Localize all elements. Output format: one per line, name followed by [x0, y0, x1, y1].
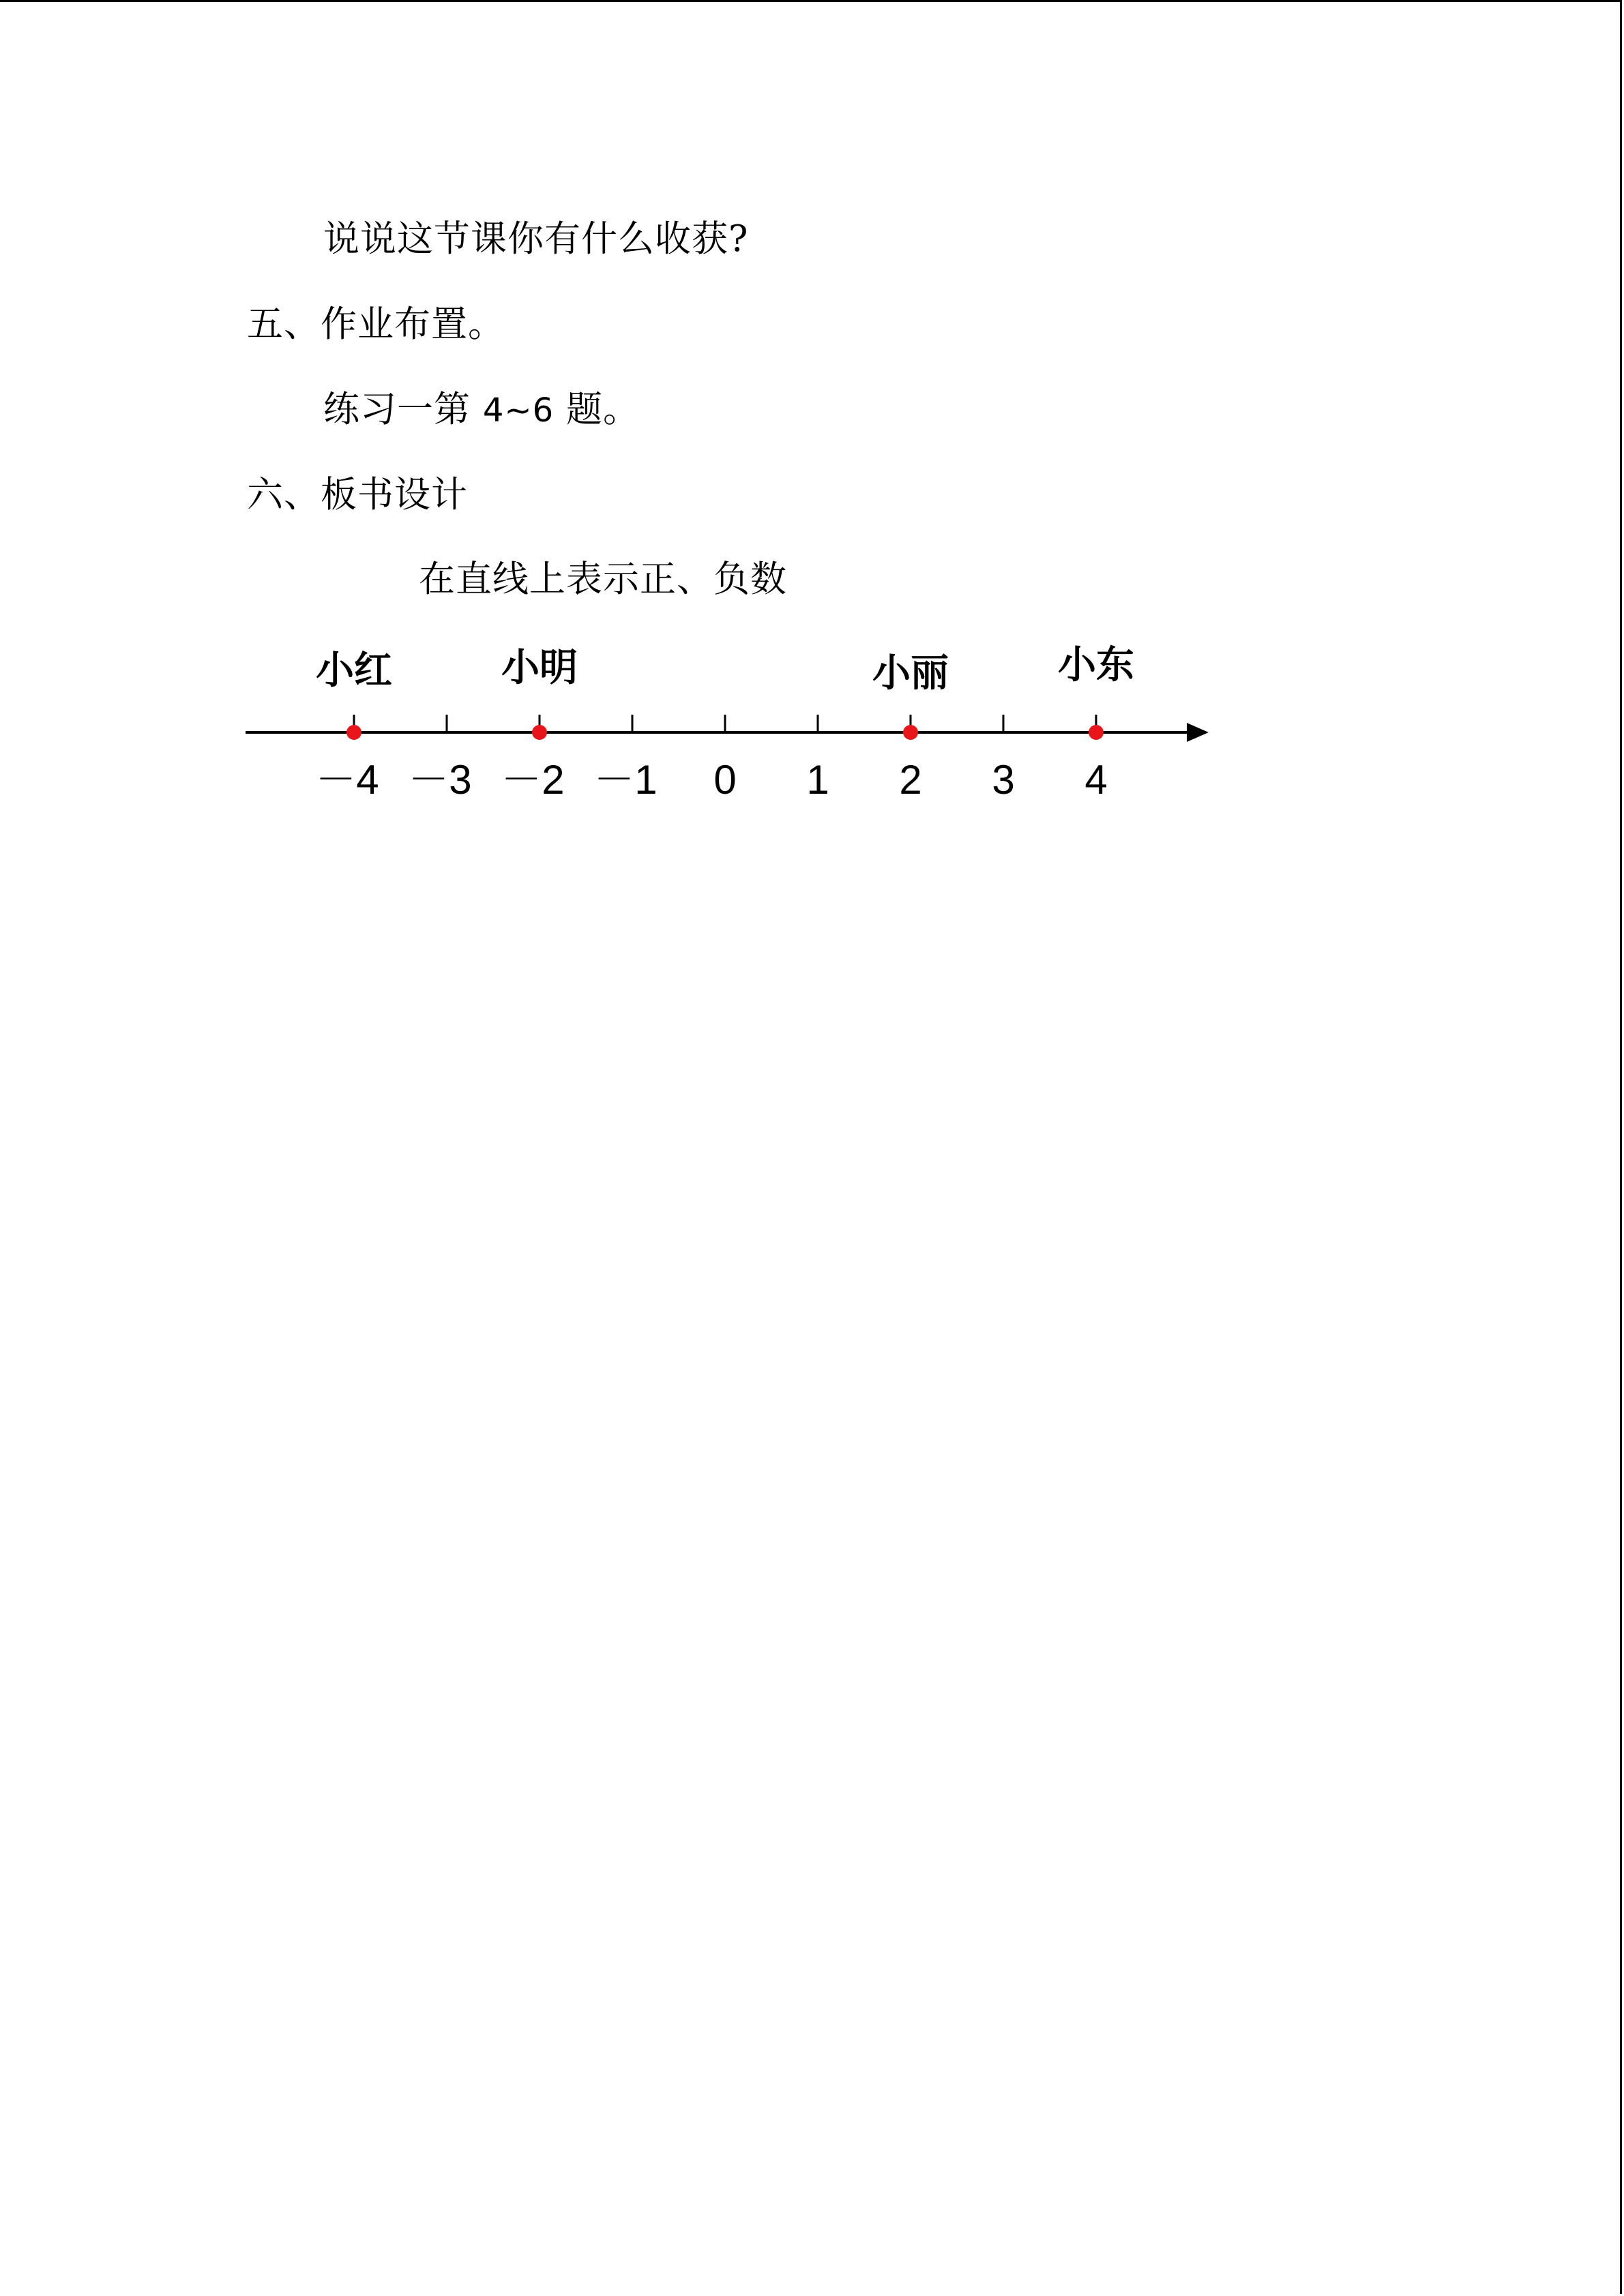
tick-label: 3	[992, 757, 1015, 803]
board-design-title: 在直线上表示正、负数	[419, 558, 787, 600]
point-label: 小丽	[872, 651, 949, 696]
tick-label: －3	[408, 757, 472, 803]
tick-label: 0	[713, 757, 737, 803]
tick-label: 1	[806, 757, 829, 803]
tick-label: 2	[899, 757, 922, 803]
tick-label: 4	[1084, 757, 1108, 803]
tick-label: －4	[315, 757, 379, 803]
point-marker	[903, 725, 918, 740]
number-line-diagram	[232, 627, 1228, 811]
tick-label: －2	[501, 757, 565, 803]
section-board-design-heading: 六、板书设计	[247, 474, 468, 516]
tick-label: －1	[593, 757, 658, 803]
point-label: 小红	[316, 648, 392, 693]
point-label: 小明	[501, 646, 578, 690]
homework-suffix: 题。	[554, 389, 640, 430]
homework-prefix: 练习一第	[323, 389, 483, 430]
point-marker	[346, 725, 361, 740]
point-marker	[532, 725, 547, 740]
section-homework-heading: 五、作业布置。	[247, 303, 505, 345]
homework-range: 4~6	[482, 391, 555, 430]
point-label: 小东	[1058, 643, 1134, 687]
point-marker	[1089, 725, 1104, 740]
number-line-arrow	[1187, 723, 1209, 742]
homework-assignment	[323, 386, 640, 434]
reflection-question: 说说这节课你有什么收获?	[323, 218, 749, 260]
